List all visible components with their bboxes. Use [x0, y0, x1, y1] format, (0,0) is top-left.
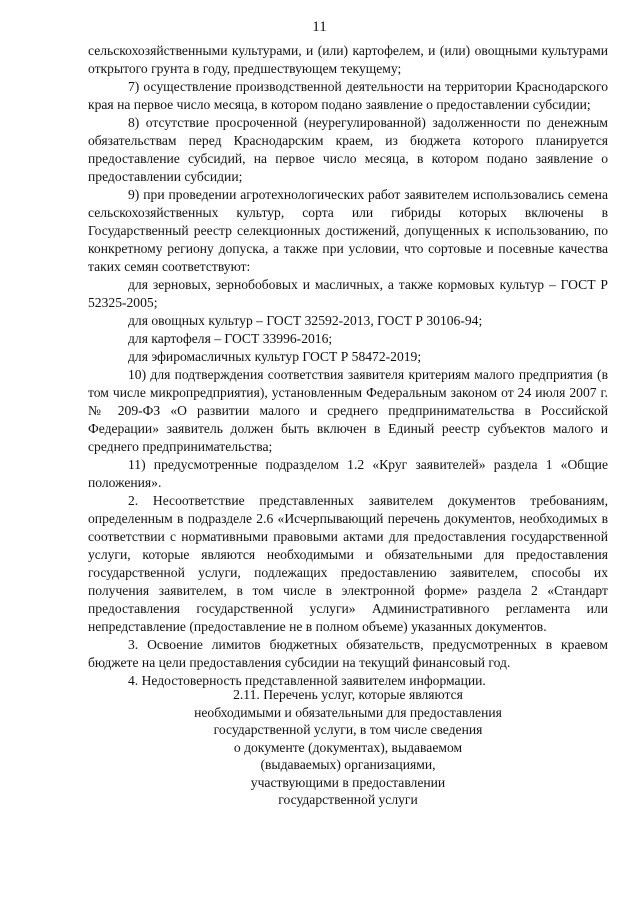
paragraph-point-2: 2. Несоответствие представленных заявителем документов требованиям, определенным в подразделе 2.6 «Исчерпывающий перечень документов, необходимых в соответствии с нормативными правовыми актами для предоставления государственной услуги, которые являются необходимыми и обязательными для предоставления государственной услуги, подлежащих предоставлению заявителем, способы их получения заявителем, в том числе в электронной форме» раздела 2 «Стандарт предоставления государственной услуги» Административного регламента или непредставление (предоставление не в полном объеме) указанных документов.: [88, 493, 608, 634]
section-heading-line: 2.11. Перечень услуг, которые являются: [233, 687, 463, 702]
paragraph-item-8: 8) отсутствие просроченной (неурегулированной) задолженности по денежным обязательствам перед Краснодарским краем, из бюджета которого планируется предоставление субсидий, на первое число месяца, в котором подано заявление о предоставлении субсидии;: [88, 115, 608, 184]
paragraph-gost-grain: для зерновых, зернобобовых и масличных, а также кормовых культур – ГОСТ Р 52325-2005;: [88, 277, 608, 310]
paragraph-point-3: 3. Освоение лимитов бюджетных обязательств, предусмотренных в краевом бюджете на цели предоставления субсидии на текущий финансовый год.: [88, 637, 608, 670]
section-heading-line: необходимыми и обязательными для предоставления: [194, 704, 502, 720]
paragraph-item-9: 9) при проведении агротехнологических работ заявителем использовались семена сельскохозяйственных культур, сорта или гибриды которых включены в Государственный реестр селекционных достижений, допущенных к использованию, по конкретному региону допуска, а также при условии, что сортовые и посевные качества таких семян соответствуют:: [88, 187, 608, 274]
paragraph-continuation: сельскохозяйственными культурами, и (или) картофелем, и (или) овощными культурами открытого грунта в году, предшествующем текущему;: [88, 43, 608, 76]
paragraph-gost-essential-oil: для эфиромасличных культур ГОСТ Р 58472-2019;: [128, 349, 422, 364]
section-heading: [88, 686, 608, 809]
section-heading-line: государственной услуги: [278, 792, 418, 807]
paragraph-item-11: 11) предусмотренные подразделом 1.2 «Круг заявителей» раздела 1 «Общие положения».: [88, 457, 608, 490]
page-number: 11: [312, 19, 327, 35]
section-heading-line: (выдаваемых) организациями,: [260, 757, 436, 772]
section-heading-line: участвующими в предоставлении: [250, 774, 446, 790]
section-heading-line: о документе (документах), выдаваемом: [233, 739, 463, 755]
paragraph-gost-potato: для картофеля – ГОСТ 33996-2016;: [128, 331, 333, 346]
paragraph-item-10: 10) для подтверждения соответствия заявителя критериям малого предприятия (в том числе микропредприятия), установленным Федеральным законом от 24 июля 2007 г. № 209-ФЗ «О развитии малого и среднего предпринимательства в Российской Федерации» заявитель должен быть включен в Единый реестр субъектов малого и среднего предпринимательства;: [88, 367, 608, 454]
paragraph-point-4: 4. Недостоверность представленной заявителем информации.: [128, 673, 486, 688]
section-heading-line: государственной услуги, в том числе сведения: [213, 722, 483, 737]
paragraph-item-7: 7) осуществление производственной деятельности на территории Краснодарского края на первое число месяца, в котором подано заявление о предоставлении субсидии;: [88, 79, 608, 112]
paragraph-gost-vegetables: для овощных культур – ГОСТ 32592-2013, ГОСТ Р 30106-94;: [128, 313, 483, 328]
document-body: [88, 42, 608, 690]
